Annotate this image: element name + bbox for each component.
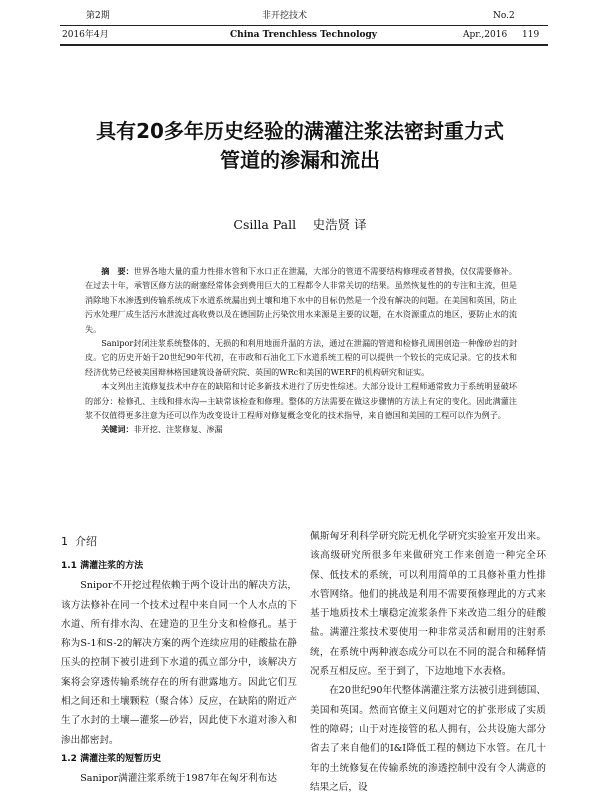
section-1-heading — [61, 527, 297, 557]
abstract-p3: 本文列出主流修复技术中存在的缺陷和讨论多新技术进行了历史性综述。大部分设计工程师通常致力于系统明显破坏的部分：检修孔、主线和排水沟—主缺常该检查和修理。整体的方法需要在做这步骤情的方法上有定的变化。因此满灌注浆不仅值得更多注意为还可以作为改变设计工程师对修复概念变化的技术指导，来自德国和美国的工程可以作为例子。 — [85, 381, 517, 421]
section-1-title: 介绍 — [75, 535, 97, 548]
title-line-2: 管道的渗漏和流出 — [220, 148, 380, 172]
abstract-p2: Sanipor封闭注浆系统整体的、无损的和利用地面升温的方法，通过在泄漏的管道和检修孔周围创造一种像砂岩的封皮。它的历史开始于20世纪90年代初，在市政和石油化工下水道系统工程的可以提供一个较长的完成记录。它的技术和经济优势已经被美国辩林格国建筑设备研究院、英国的WRc和美国的WERF的机构研究和证实。 — [85, 338, 517, 377]
body-right-column — [310, 527, 546, 797]
right-paragraph-2: 在20世纪90年代整体满灌注浆方法被引进到德国、美国和英国。然而官僚主义问题对它的扩张形成了实质性的障碍；山于对连接管的私人拥有，公共设施大部分省去了来自他们的I&I降低工程的侧边下水管。在几十年的土统修复在传输系统的渗透控制中没有令人满意的结果之后，设 — [310, 685, 546, 793]
header-rule-thin — [60, 25, 548, 26]
header-rule-thick — [60, 44, 548, 46]
section-1-1-heading: 1.1 满灌注浆的方法 — [61, 561, 144, 571]
section-1-2-heading: 1.2 满灌注浆的短暂历史 — [61, 753, 162, 764]
abstract-label: 摘 要： — [101, 266, 134, 276]
right-paragraph-1: 佩斯匈牙利科学研究院无机化学研究实验室开发出来。该高级研究所很多年来做研究工作来创造一种完全环保、低技术的系统，可以利用简单的工具修补重力性排水管网络。他们的挑战是利用不需要预修理此的方式来基于地质技术土壤稳定流浆条件下来改造二组分的硅酸盐。满灌注浆技术要使用一种非常灵活和耐用的注射系统，在系统中两种液态成分可以在不同的混合和稀释情况系互相反应。至于到了，下边地地下水表格。 — [310, 531, 546, 678]
page-number: 119 — [522, 30, 540, 40]
left-paragraph-2: Sanipor满灌注浆系统于1987年在匈牙利布达 — [80, 773, 277, 785]
keywords-text: 非开挖、注浆修复、渗漏 — [133, 424, 223, 435]
title-line-1: 具有20多年历史经验的满灌注浆法密封重力式 — [96, 119, 504, 143]
author-line: Csilla Pall 史浩贤 译 — [233, 217, 367, 232]
section-1-number: 1 — [61, 535, 68, 548]
abstract-p1 — [85, 264, 517, 336]
header-date: 2016年4月 — [62, 30, 109, 40]
header-apr: Apr.,2016 — [463, 30, 508, 40]
keywords — [85, 422, 517, 436]
header-issue: 第2期 — [86, 11, 110, 21]
left-paragraph-1: Snipor不开挖过程依赖于两个设计出的解决方法，该方法修补在同一个技术过程中来自同一个人水点的下水道、所有排水沟、在建造的卫生分支和检修孔。基于称为S-1和S-2的解决方案的两个连续应用的硅酸盐在静压头的控制下被引进到下水道的孤立部分中，该解决方案将会穿透传输系统存在的所有泄露地方。因此它们互相之间还和土壤颗粒（聚合体）反应，在缺陷的附近产生了水封的土壤—灌浆—砂岩，因此使下水道对渗入和渗出都密封。 — [61, 580, 297, 746]
header-journal-cn: 非开挖技术 — [262, 11, 308, 21]
body-left-column — [61, 527, 297, 789]
abstract-p1-text: 世界各地大量的重力性排水管和下水口正在泄漏，大部分的管道不需要结构修理或者替换，仅仅需要修补。在过去十年，承管区修方法的耐塞经常体会到费用巨大的工程都令人非常关切的结果。虽然恢复性的的专注和主流，但是消除地下水渗透到传输系统成下水道系统漏出到土壤和地下水中的目标仍然是一个没有解决的问题。在美国和英国，防止污水处理厂成生活污水泄流过高收费以及在德国防止污染饮用水来源是主要的议题，在水资源重点的地区，要防止水的流失。 — [85, 266, 517, 334]
header-journal-en: China Trenchless Technology — [230, 30, 378, 40]
keywords-label: 关键词： — [101, 424, 134, 435]
abstract — [85, 264, 517, 437]
header-no: No.2 — [493, 11, 515, 21]
